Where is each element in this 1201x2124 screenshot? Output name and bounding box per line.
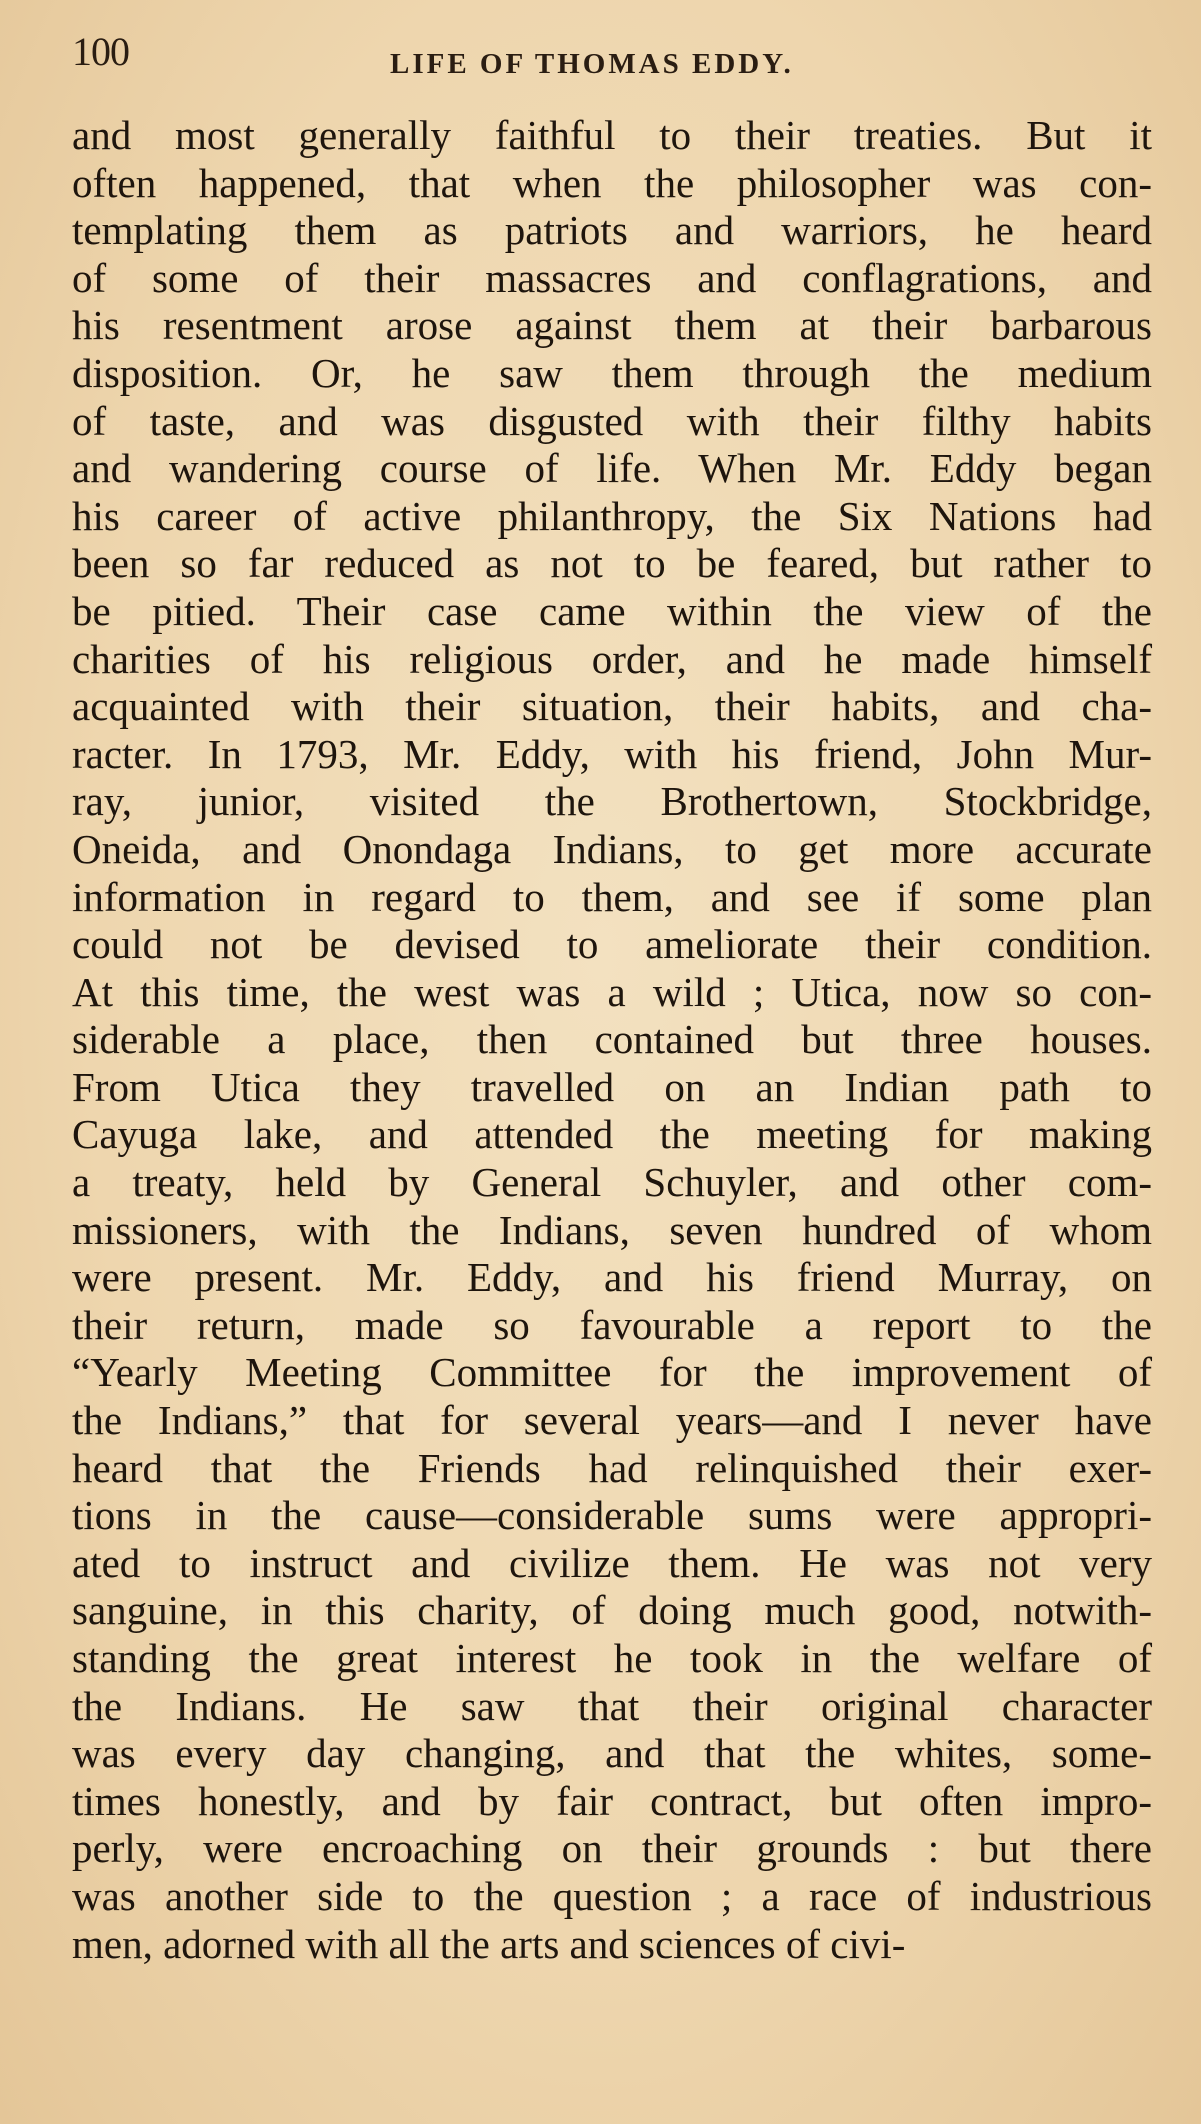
text-line: were present. Mr. Eddy, and his friend Murray, on	[72, 1254, 1152, 1301]
text-line: was another side to the question ; a race of industrious	[72, 1872, 1152, 1919]
text-line: Oneida, and Onondaga Indians, to get more accurate	[72, 825, 1152, 872]
text-line: sanguine, in this charity, of doing much good, notwith-	[72, 1587, 1152, 1634]
text-line: disposition. Or, he saw them through the medium	[72, 349, 1152, 396]
text-line: ated to instruct and civilize them. He was not very	[72, 1539, 1152, 1586]
page-number: 100	[72, 29, 129, 74]
text-line: times honestly, and by fair contract, but often impro-	[72, 1777, 1152, 1824]
text-line: and wandering course of life. When Mr. Eddy began	[72, 445, 1152, 492]
text-line: a treaty, held by General Schuyler, and other com-	[72, 1159, 1152, 1206]
text-line: often happened, that when the philosopher was con-	[72, 159, 1152, 206]
text-line: racter. In 1793, Mr. Eddy, with his friend, John Mur-	[72, 730, 1152, 777]
text-line: was every day changing, and that the whites, some-	[72, 1730, 1152, 1777]
text-line: From Utica they travelled on an Indian path to	[72, 1063, 1152, 1110]
body-text	[72, 112, 1152, 1968]
text-line: standing the great interest he took in the welfare of	[72, 1635, 1152, 1681]
text-line: information in regard to them, and see if some plan	[72, 873, 1152, 920]
text-line: the Indians,” that for several years—and I never have	[72, 1397, 1152, 1444]
text-line: be pitied. Their case came within the view of the	[72, 587, 1152, 634]
text-line: could not be devised to ameliorate their condition.	[72, 921, 1152, 968]
text-line: At this time, the west was a wild ; Utica, now so con-	[72, 968, 1152, 1015]
text-line: “Yearly Meeting Committee for the improvement of	[72, 1349, 1152, 1396]
text-line: of some of their massacres and conflagrations, and	[72, 254, 1152, 301]
text-line: ray, junior, visited the Brothertown, Stockbridge,	[72, 778, 1152, 825]
text-line: perly, were encroaching on their grounds : but there	[72, 1825, 1152, 1872]
text-line: acquainted with their situation, their habits, and cha-	[72, 683, 1152, 730]
text-line: his career of active philanthropy, the Six Nations had	[72, 492, 1152, 539]
text-line: of taste, and was disgusted with their filthy habits	[72, 397, 1152, 444]
running-title: LIFE OF THOMAS EDDY.	[390, 48, 794, 80]
text-line: been so far reduced as not to be feared, but rather to	[72, 540, 1152, 587]
text-line: heard that the Friends had relinquished their exer-	[72, 1444, 1152, 1491]
text-line: the Indians. He saw that their original character	[72, 1682, 1152, 1729]
text-line: men, adorned with all the arts and sciences of civi-	[72, 1920, 906, 1967]
text-line: his resentment arose against them at their barbarous	[72, 302, 1152, 349]
text-line: their return, made so favourable a report to the	[72, 1301, 1152, 1348]
text-line: templating them as patriots and warriors, he heard	[72, 207, 1152, 254]
text-line: and most generally faithful to their treaties. But it	[72, 112, 1152, 158]
text-line: siderable a place, then contained but three houses.	[72, 1016, 1152, 1063]
text-line: Cayuga lake, and attended the meeting for making	[72, 1111, 1152, 1158]
text-line: missioners, with the Indians, seven hundred of whom	[72, 1206, 1152, 1253]
text-line: tions in the cause—considerable sums were appropri-	[72, 1492, 1152, 1539]
text-line: charities of his religious order, and he made himself	[72, 635, 1152, 682]
